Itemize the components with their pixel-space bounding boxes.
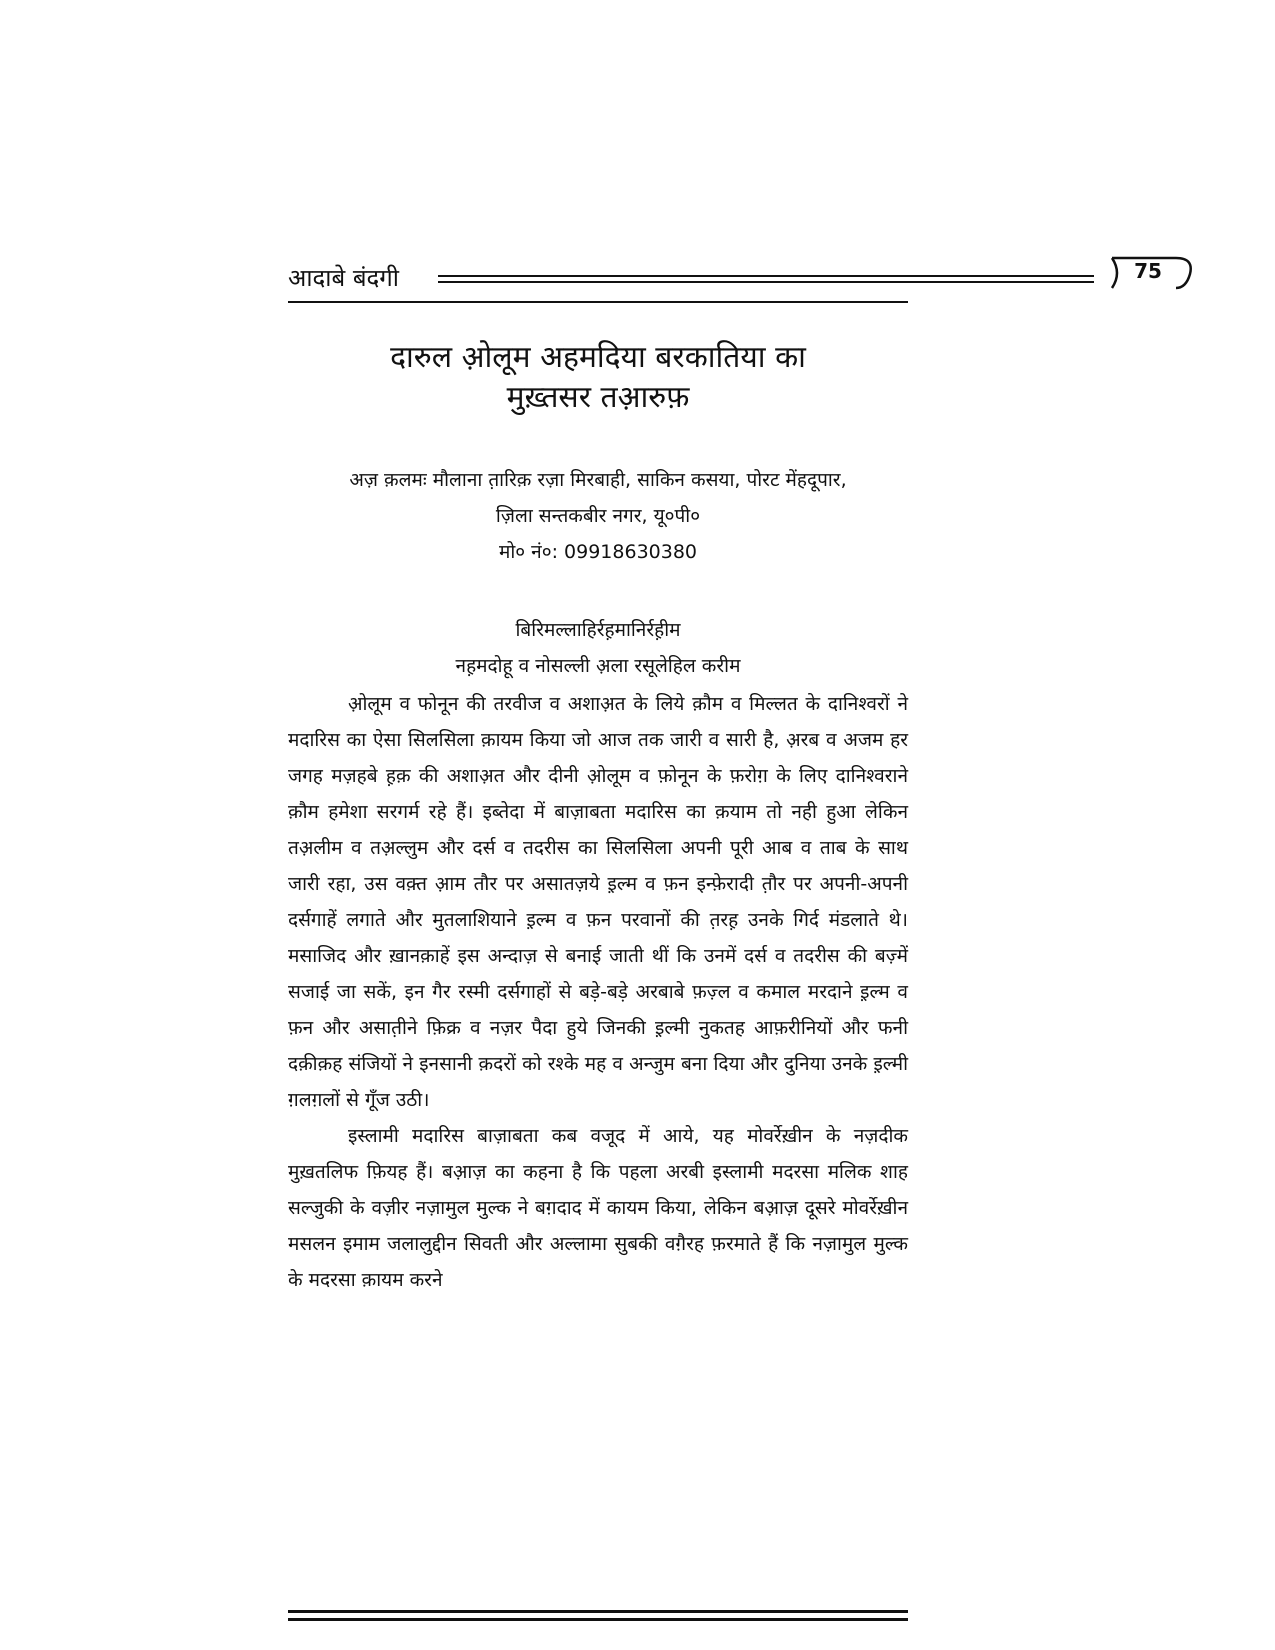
byline-author: अज़ क़लमः मौलाना त़ारिक़ रज़ा मिरबाही, साकिन कसया, पोरट मेंहदूपार, [349,469,847,491]
footer-rule-bottom [288,1618,908,1621]
author-byline [288,462,908,570]
byline-district: ज़िला सन्तकबीर नगर, यू०पी० [495,505,701,527]
header-underline [288,301,908,303]
body-paragraph-1: ओ़लूम व फोनून की तरवीज व अशाअ़त के लिये क़ौम व मिल्लत के दानिश्वरों ने मदारिस का ऐसा सिलसिला क़ायम किया जो आज तक जारी व सारी है, अ़रब व अजम हर जगह मज़हबे ह़क़ की अशाअ़त और दीनी ओ़लूम व फ़ोनून के फ़रोग़ के लिए दानिश्वराने क़ौम हमेशा सरगर्म रहे हैं। इब्तेदा में बाज़ाबता मदारिस का क़याम तो नही हुआ लेकिन तअ़लीम व तअ़ल्लुम और दर्स व तदरीस का सिलसिला अपनी पूरी आब व ताब के साथ जारी रहा, उस वक़्त अ़ाम तौर पर असातज़ये इ़ल्म व फ़न इन्फ़ेरादी त़ौर पर अपनी-अपनी दर्सगाहें लगाते और मुतलाशियाने इ़ल्म व फ़न परवानों की त़रह़ उनके गिर्द मंडलाते थे। मसाजिद और ख़ानक़ाहें इस अन्दाज़ से बनाई जाती थीं कि उनमें दर्स व तदरीस की बज़्में सजाई जा सकें, इन गैर रस्मी दर्सगाहों से बड़े-बड़े अरबाबे फ़ज़्ल व कमाल मरदाने इ़ल्म व फ़न और असात़ीने फ़िक्र व नज़र पैदा हुये जिनकी इ़ल्मी नुकतह आफ़रीनियों और फनी दक़ीक़ह संजियों ने इनसानी क़दरों को रश्के मह व अन्जुम बना दिया और दुनिया उनके इ़ल्मी ग़लग़लों से गूँज उठी। [288,693,908,1111]
invocation [288,612,908,684]
page-number-tab [1106,256,1194,290]
running-header-book-title: आदाबे बंदगी [288,264,399,292]
header-double-rule [438,275,1094,283]
page-number: 75 [1134,259,1162,283]
body-paragraph-2: इस्लामी मदारिस बाज़ाबता कब वजूद में आये, यह मोवर्रेख़ीन के नज़दीक मुख़तलिफ फ़ियह हैं। बअ़ाज़ का कहना है कि पहला अरबी इस्लामी मदरसा मलिक शाह सल्जुकी के वज़ीर नज़ामुल मुल्क ने बग़दाद में कायम किया, लेकिन बअ़ाज़ दूसरे मोवर्रेख़ीन मसलन इमाम जलालुद्दीन सिवती और अल्लामा सुबकी वग़ैरह फ़रमाते हैं कि नज़ामुल मुल्क के मदरसा क़ायम करने [288,1125,908,1291]
running-header [288,255,1162,311]
article-title-line-1: दारुल ओ़लूम अहमदिया बरकातिया का [390,340,806,375]
footer-rule-top [288,1610,908,1613]
article-title [288,338,908,418]
byline-phone: मो० नं०: 09918630380 [498,541,698,563]
invocation-line-2: नह़मदोहू व नोसल्ली अ़ला रसूलेहिल करीम [455,655,741,677]
invocation-line-1: बिरिमल्लाहिर्रह़मानिर्रह़ीम [515,619,681,641]
article-title-line-2: मुख़्तसर तआ़रुफ़ [506,380,690,415]
article-body [288,686,908,1298]
